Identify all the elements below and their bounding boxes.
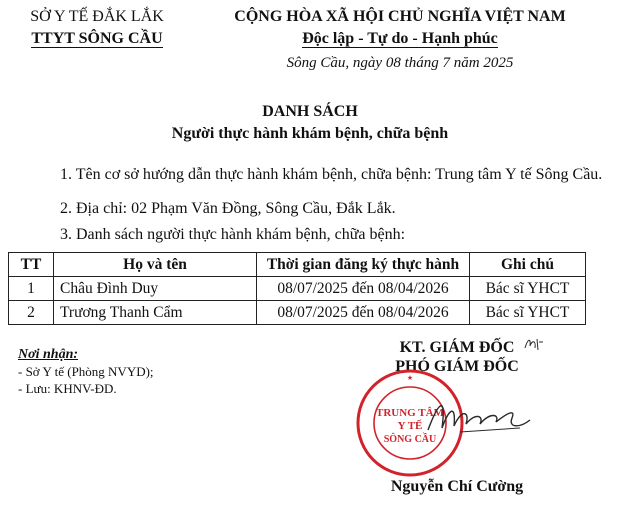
cell-name: Trương Thanh Cẩm <box>54 301 257 325</box>
table-row <box>9 301 586 325</box>
organization-name <box>22 30 172 48</box>
cell-name: Châu Đình Duy <box>54 277 257 301</box>
table-row <box>9 277 586 301</box>
facility-line: 1. Tên cơ sở hướng dẫn thực hành khám bệnh, chữa bệnh: Trung tâm Y tế Sông Cầu. <box>60 166 603 183</box>
header-note: Ghi chú <box>470 253 586 277</box>
organization-name-text: TTYT SÔNG CẦU <box>31 30 163 47</box>
recipient-line: - Lưu: KHNV-ĐD. <box>18 381 117 396</box>
parent-organization: SỞ Y TẾ ĐẮK LẮK <box>30 8 164 25</box>
national-motto-text: Độc lập - Tự do - Hạnh phúc <box>302 30 498 47</box>
document-subtitle: Người thực hành khám bệnh, chữa bệnh <box>171 125 449 142</box>
header-tt: TT <box>9 253 54 277</box>
seal-line: SÔNG CẦU <box>383 434 437 445</box>
practitioner-table <box>8 252 586 325</box>
recipient-line: - Sở Y tế (Phòng NVYD); <box>18 364 154 379</box>
signer-role: KT. GIÁM ĐỐC <box>399 339 515 356</box>
cell-tt: 2 <box>9 301 54 325</box>
recipients-heading: Nơi nhận: <box>18 347 79 362</box>
signer-title: PHÓ GIÁM ĐỐC <box>395 358 519 375</box>
national-motto <box>210 30 590 48</box>
svg-text:★: ★ <box>406 374 414 382</box>
header-name: Họ và tên <box>54 253 257 277</box>
national-title: CỘNG HÒA XÃ HỘI CHỦ NGHĨA VIỆT NAM <box>234 8 566 25</box>
seal-line: Y TẾ <box>397 420 423 432</box>
table-header-row <box>9 253 586 277</box>
signer-name: Nguyễn Chí Cường <box>390 478 524 495</box>
address-line: 2. Địa chỉ: 02 Phạm Văn Đồng, Sông Cầu, Đắk Lắk. <box>60 200 396 217</box>
cell-time: 08/07/2025 đến 08/04/2026 <box>257 277 470 301</box>
seal-line: TRUNG TÂM <box>376 407 444 419</box>
cell-note: Bác sĩ YHCT <box>470 277 586 301</box>
document-title: DANH SÁCH <box>262 103 358 120</box>
initial-mark <box>523 336 545 352</box>
header-time: Thời gian đăng ký thực hành <box>257 253 470 277</box>
document-date: Sông Cầu, ngày 08 tháng 7 năm 2025 <box>286 55 514 71</box>
handwritten-signature <box>420 388 540 448</box>
cell-tt: 1 <box>9 277 54 301</box>
list-heading-line: 3. Danh sách người thực hành khám bệnh, chữa bệnh: <box>60 226 406 243</box>
cell-time: 08/07/2025 đến 08/04/2026 <box>257 301 470 325</box>
cell-note: Bác sĩ YHCT <box>470 301 586 325</box>
